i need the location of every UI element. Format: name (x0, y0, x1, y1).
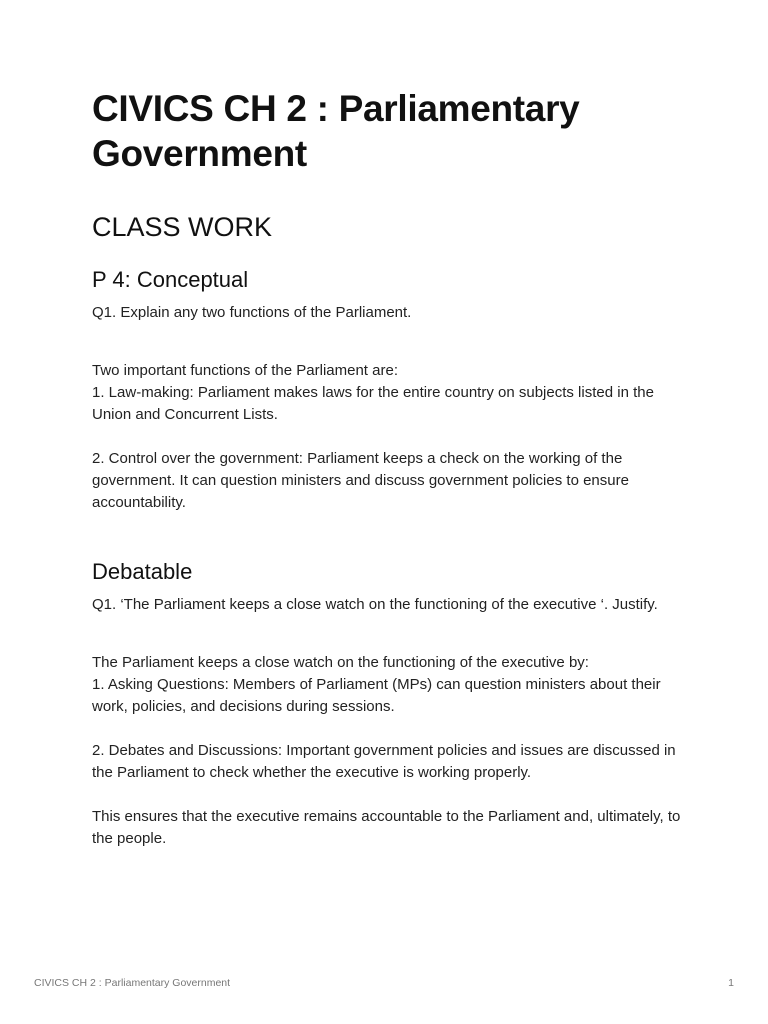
subheading-conceptual: P 4: Conceptual (92, 267, 249, 292)
debatable-answer-point-1: 1. Asking Questions: Members of Parliament (MPs) can question ministers about their work, policies, and decisions during sessions. (92, 676, 661, 715)
footer-page-number: 1 (728, 977, 734, 989)
subheading-debatable: Debatable (92, 559, 193, 584)
document-title: CIVICS CH 2 : Parliamentary Government (92, 88, 580, 174)
conceptual-answer-intro: Two important functions of the Parliament are: (92, 362, 398, 379)
debatable-answer (92, 652, 692, 850)
debatable-question: Q1. ‘The Parliament keeps a close watch on the functioning of the executive ‘. Justify. (92, 596, 658, 613)
debatable-answer-point-2: 2. Debates and Discussions: Important government policies and issues are discussed in the Parliament to check whether the executive is working properly. (92, 742, 676, 781)
conceptual-answer (92, 360, 692, 514)
conceptual-answer-point-2: 2. Control over the government: Parliament keeps a check on the working of the government. It can question ministers and discuss government policies to ensure accountability. (92, 450, 629, 511)
document-page (92, 86, 692, 850)
debatable-answer-intro: The Parliament keeps a close watch on the functioning of the executive by: (92, 654, 589, 671)
footer-title: CIVICS CH 2 : Parliamentary Government (34, 977, 231, 989)
debatable-conclusion: This ensures that the executive remains accountable to the Parliament and, ultimately, to the people. (92, 808, 681, 847)
conceptual-answer-point-1: 1. Law-making: Parliament makes laws for the entire country on subjects listed in the Union and Concurrent Lists. (92, 384, 654, 423)
page-footer (34, 976, 734, 990)
section-heading-class-work: CLASS WORK (92, 212, 273, 242)
conceptual-question: Q1. Explain any two functions of the Parliament. (92, 304, 412, 321)
